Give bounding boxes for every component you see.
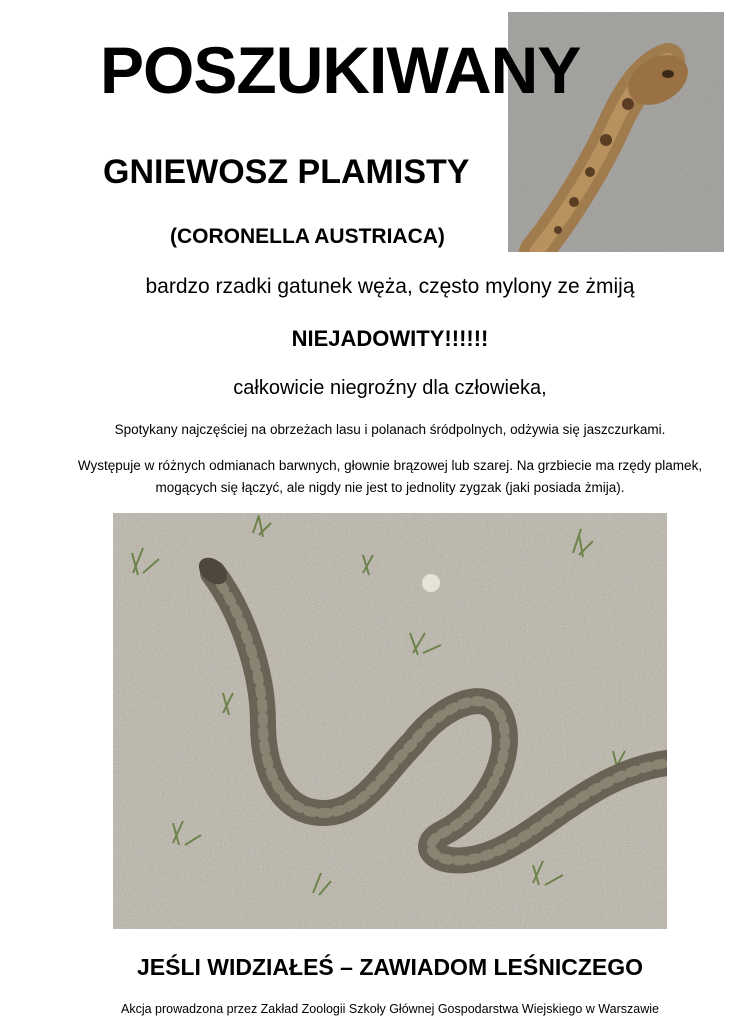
snake-on-sand-photo <box>113 513 667 929</box>
species-description: bardzo rzadki gatunek węża, często mylony ze żmiją <box>145 275 635 298</box>
species-name: GNIEWOSZ PLAMISTY <box>103 153 470 191</box>
latin-name: (CORONELLA AUSTRIACA) <box>170 225 445 248</box>
morph-line-2: mogących się łączyć, ale nigdy nie jest to jednolity zygzak (jaki posiada żmija). <box>155 480 625 495</box>
venom-warning: NIEJADOWITY!!!!!! <box>291 326 489 351</box>
credit-line: Akcja prowadzona przez Zakład Zoologii Szkoły Głównej Gospodarstwa Wiejskiego w Warszawie <box>121 1002 659 1016</box>
poster-title: POSZUKIWANY <box>100 33 581 107</box>
habitat-text: Spotykany najczęściej na obrzeżach lasu i polanach śródpolnych, odżywia się jaszczurkami. <box>114 422 666 437</box>
morph-text <box>40 455 740 499</box>
call-to-action: JEŚLI WIDZIAŁEŚ – ZAWIADOM LEŚNICZEGO <box>136 954 644 980</box>
morph-line-1: Występuje w różnych odmianach barwnych, głownie brązowej lub szarej. Na grzbiecie ma rzędy plamek, <box>77 458 703 473</box>
safety-note: całkowicie niegroźny dla człowieka, <box>233 377 547 399</box>
